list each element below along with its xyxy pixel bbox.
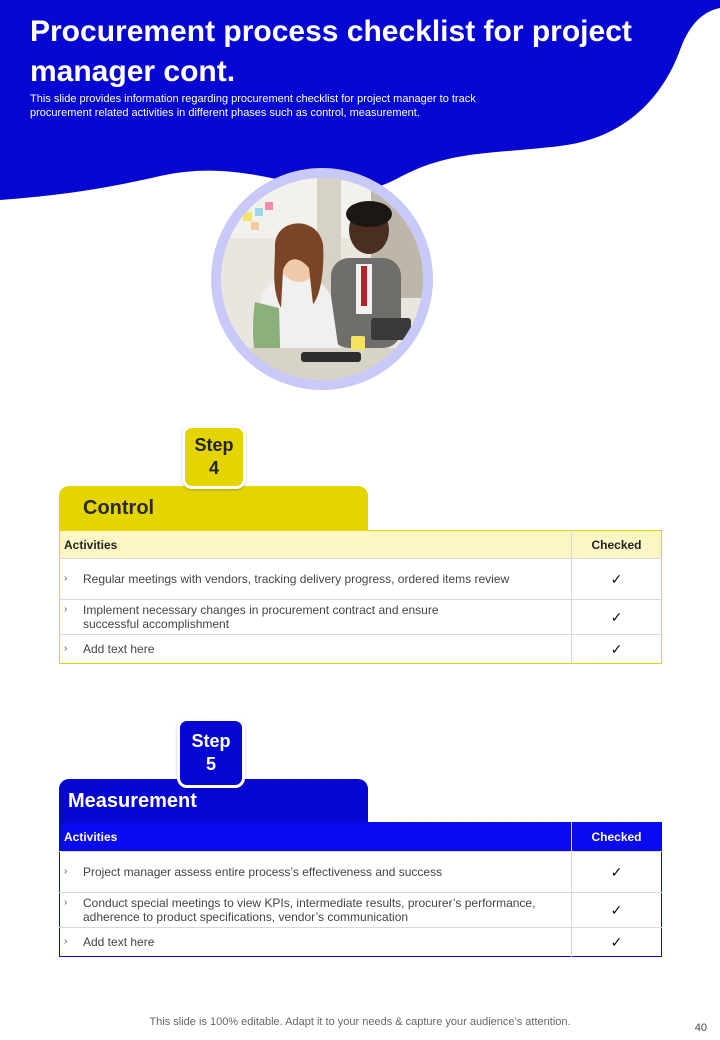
checkmark-icon: ✓ — [572, 852, 662, 893]
chevron-right-icon: › — [64, 936, 68, 947]
checkmark-icon: ✓ — [572, 600, 662, 635]
table-row — [60, 893, 662, 928]
activity-cell — [60, 635, 572, 664]
table-header-row — [60, 531, 662, 559]
table-row — [60, 600, 662, 635]
footer-note: This slide is 100% editable. Adapt it to your needs & capture your audience’s attention. — [149, 1016, 571, 1028]
table-row — [60, 852, 662, 893]
step-5-number: 5 — [205, 754, 216, 774]
checkmark-icon: ✓ — [572, 928, 662, 957]
activities-column-header: Activities — [60, 531, 572, 559]
activity-cell — [60, 600, 572, 635]
step-5-label: Step — [191, 731, 231, 751]
measurement-checklist-table — [59, 822, 662, 957]
step-4-number: 4 — [208, 458, 219, 478]
chevron-right-icon: › — [64, 897, 68, 908]
step-4-label: Step — [194, 435, 234, 455]
checked-column-header: Checked — [572, 823, 662, 852]
table-header-row — [60, 823, 662, 852]
checkmark-icon: ✓ — [572, 893, 662, 928]
checkmark-icon: ✓ — [572, 635, 662, 664]
activity-text: Implement necessary changes in procurement contract and ensure successful accomplishment — [83, 603, 439, 631]
activity-cell — [60, 893, 572, 928]
page-number: 40 — [694, 1022, 707, 1034]
chevron-right-icon: › — [64, 866, 68, 877]
table-row — [60, 635, 662, 664]
checked-column-header: Checked — [572, 531, 662, 559]
activity-text: Regular meetings with vendors, tracking delivery progress, ordered items review — [83, 572, 510, 586]
activity-cell — [60, 852, 572, 893]
photo-ring — [211, 168, 433, 390]
control-checklist-table — [59, 530, 662, 664]
team-meeting-photo — [221, 178, 423, 380]
page-subtitle: This slide provides information regarding procurement checklist for project manager to track procurement related activities in different phases such as control, measurement. — [30, 93, 476, 119]
activity-text: Project manager assess entire process’s effectiveness and success — [83, 865, 443, 879]
checkmark-icon: ✓ — [572, 559, 662, 600]
activity-text: Add text here — [83, 642, 155, 656]
chevron-right-icon: › — [64, 604, 68, 615]
activity-cell — [60, 559, 572, 600]
step-4-badge — [182, 425, 246, 489]
page-title: Procurement process checklist for project manager cont. — [30, 15, 632, 88]
activity-text: Conduct special meetings to view KPIs, intermediate results, procurer’s performance, adherence to product specifications, vendor’s communication — [83, 896, 536, 924]
activity-text: Add text here — [83, 935, 155, 949]
chevron-right-icon: › — [64, 643, 68, 654]
control-section-title: Control — [59, 486, 368, 530]
chevron-right-icon: › — [64, 573, 68, 584]
step-5-badge — [177, 718, 245, 788]
activity-cell — [60, 928, 572, 957]
table-row — [60, 928, 662, 957]
table-row — [60, 559, 662, 600]
measurement-section-title: Measurement — [59, 779, 368, 823]
activities-column-header: Activities — [60, 823, 572, 852]
